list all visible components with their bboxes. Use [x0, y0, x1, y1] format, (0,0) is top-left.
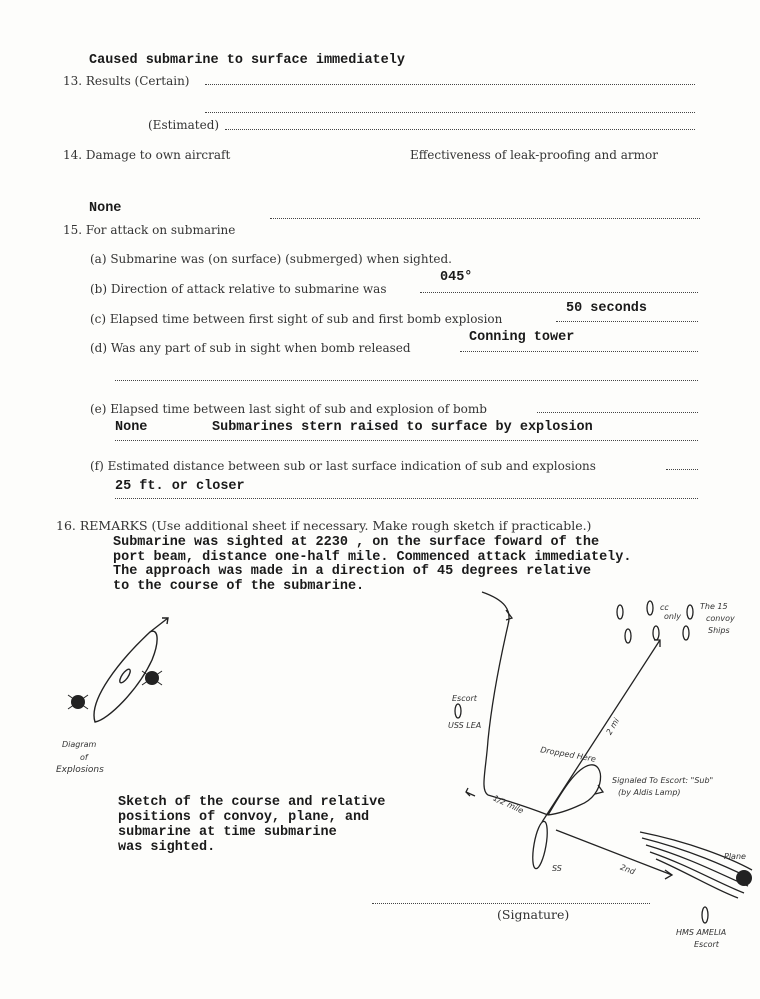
attack-e-answer-1: None: [115, 420, 148, 435]
attack-f-label: (f) Estimated distance between sub or last surface indication of sub and explosions: [90, 459, 596, 473]
diagram-arrow-icon: [150, 618, 168, 632]
signature-label: (Signature): [497, 907, 570, 922]
caption-line: Sketch of the course and relative: [118, 795, 386, 810]
remarks-line: port beam, distance one-half mile. Commenced attack immediately.: [113, 549, 632, 565]
remarks-line: to the course of the submarine.: [113, 578, 365, 594]
signature-line: [372, 903, 650, 904]
convoy-label-4: cc: [660, 603, 669, 612]
convoy-label-5: only: [664, 612, 681, 621]
diagram-label-1: Diagram: [62, 740, 97, 749]
plane-course-line: [482, 592, 548, 815]
escort-lea-icon: [455, 704, 461, 718]
signaled-label-2: (by Aldis Lamp): [618, 788, 681, 797]
distance-label-2: 2 mi: [604, 716, 622, 737]
attack-a-label: (a) Submarine was (on surface) (submerged) when sighted.: [90, 252, 452, 266]
attack-d-answer: Conning tower: [469, 330, 575, 345]
dropped-here-label: Dropped Here: [539, 745, 597, 764]
attack-c-answer: 50 seconds: [566, 301, 648, 316]
escort-bottom-label-2: Escort: [694, 940, 719, 949]
caption-line: submarine at time submarine: [118, 825, 337, 840]
diagram-label-3: Explosions: [56, 765, 104, 775]
attack-e-label: (e) Elapsed time between last sight of sub and explosion of bomb: [90, 402, 487, 416]
attack-d-label: (d) Was any part of sub in sight when bomb released: [90, 341, 411, 355]
convoy-label-1: The 15: [700, 602, 728, 611]
escort-label-1: Escort: [452, 694, 477, 703]
plane-icon: [640, 832, 752, 898]
escort-amelia-icon: [702, 907, 708, 923]
convoy-label-3: Ships: [708, 626, 730, 635]
distance-label-3: 2nd: [618, 862, 637, 877]
attack-label: 15. For attack on submarine: [63, 223, 236, 237]
attack-b-label: (b) Direction of attack relative to submarine was: [90, 282, 387, 296]
remarks-label: 16. REMARKS (Use additional sheet if necessary. Make rough sketch if practicable.): [56, 518, 592, 533]
damage-typed-answer: None: [89, 201, 122, 216]
caption-line: positions of convoy, plane, and: [118, 810, 370, 825]
attack-f-answer: 25 ft. or closer: [115, 479, 245, 494]
attack-c-label: (c) Elapsed time between first sight of sub and first bomb explosion: [90, 312, 503, 326]
escort-bottom-label-1: HMS AMELIA: [676, 928, 727, 937]
plane-label: Plane: [724, 852, 746, 861]
leak-proofing-label: Effectiveness of leak-proofing and armor: [410, 148, 659, 162]
submarine-icon: [530, 820, 550, 869]
attack-e-answer-2: Submarines stern raised to surface by explosion: [212, 420, 593, 435]
sub-label: SS: [552, 864, 562, 873]
damage-label: 14. Damage to own aircraft: [63, 148, 231, 162]
results-estimated-label: (Estimated): [148, 118, 220, 132]
signaled-label: Signaled To Escort: "Sub": [612, 776, 714, 785]
remarks-line: The approach was made in a direction of 45 degrees relative: [113, 564, 591, 579]
attack-b-answer: 045°: [440, 270, 473, 285]
explosion-icons: [68, 671, 162, 709]
caption-line: was sighted.: [118, 840, 216, 855]
convoy-label-2: convoy: [706, 614, 735, 623]
distance-label-1: 1/2 mile: [491, 793, 525, 816]
course-to-plane: [556, 830, 672, 875]
results-certain-label: 13. Results (Certain): [63, 74, 190, 88]
diagram-label-2: of: [80, 753, 88, 762]
remarks-line: Submarine was sighted at 2230 , on the surface foward of the: [113, 535, 600, 550]
escort-label-2: USS LEA: [448, 721, 482, 730]
results-typed-answer: Caused submarine to surface immediately: [89, 53, 405, 68]
sketch-caption: [118, 795, 385, 855]
